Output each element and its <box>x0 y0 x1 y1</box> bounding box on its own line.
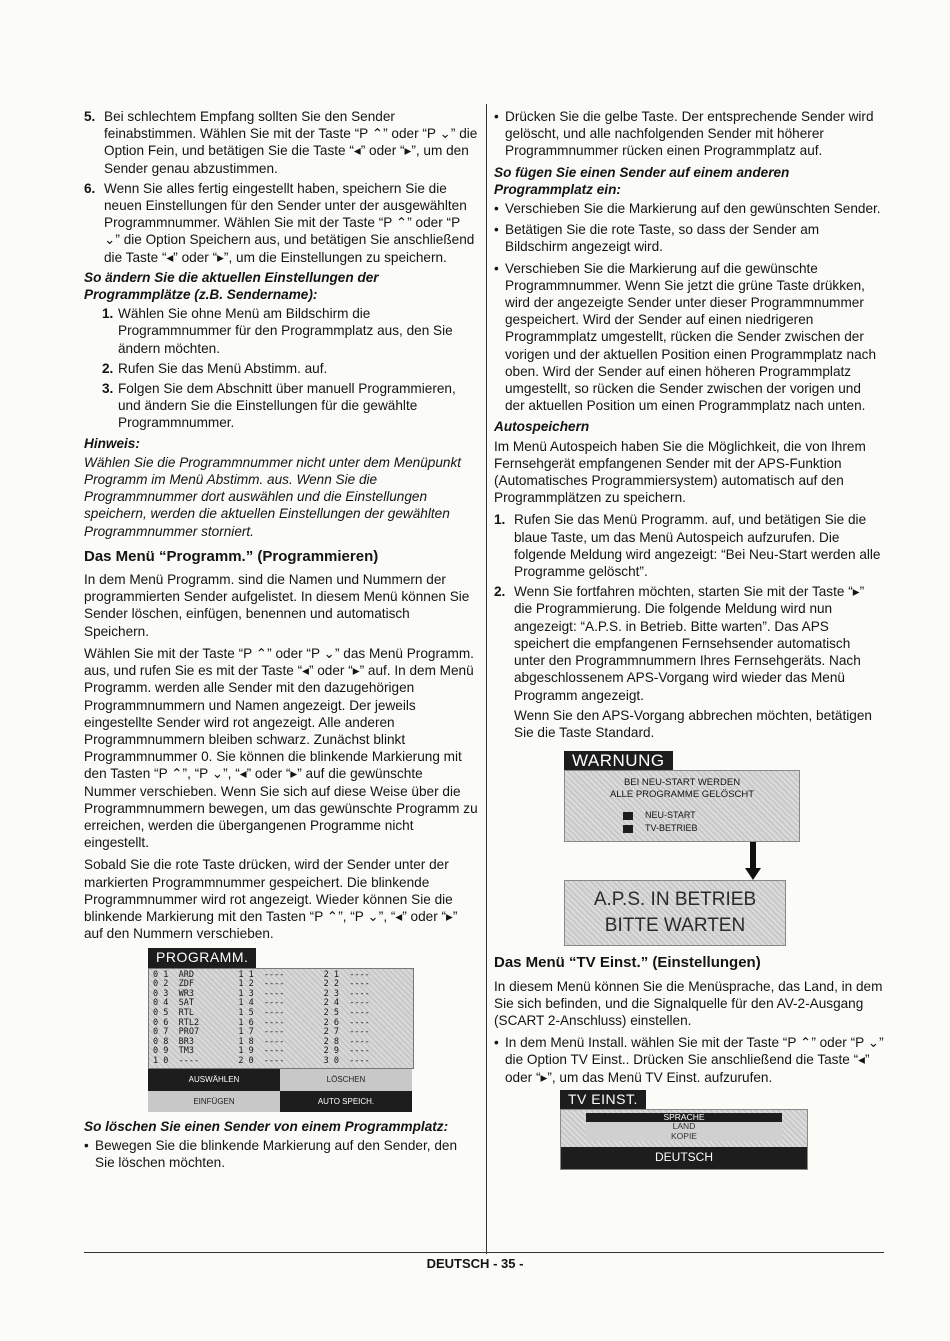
programm-menu-table <box>148 968 414 1070</box>
delete-bullet: • Bewegen Sie die blinkende Markierung auf den Sender, den Sie löschen möchten. <box>84 1138 457 1171</box>
table-cell: 1 9 ---- <box>238 1046 285 1057</box>
table-cell: 0 7 PRO7 <box>153 1027 200 1038</box>
item-5-text: Bei schlechtem Empfang sollten Sie den Sender feinabstimmen. Wählen Sie mit der Taste “P ⌃” oder “P ⌄” die Option Fein, und betätigen Sie die Taste “◂” oder “▸”, um den Sender genau abzustimmen. <box>104 109 478 176</box>
warning-options <box>623 809 791 835</box>
aps-step-1: 1. Rufen Sie das Menü Programm. auf, und betätigen Sie die blaue Taste, um das Menü Autospeich aufzurufen. Die folgende Meldung wird angezeigt: “Bei Neu-Start werden alle Programme gelöscht”. <box>494 512 881 580</box>
section-title-tv-einst: Das Menü “TV Einst.” (Einstellungen) <box>494 954 761 972</box>
item-6-text: Wenn Sie alles fertig eingestellt haben, speichern Sie die neuen Einstellungen für den Sender unter der ausgewählten Programmnummer. Wählen Sie mit der Taste “P ⌃” oder “P ⌄” die Option Speichern aus, und betätigen Sie anschließend die Taste “◂” oder “▸”, um die Einstellungen zu speichern. <box>104 180 475 265</box>
programm-menu-screenshot <box>148 948 478 1112</box>
table-cell: 0 8 BR3 <box>153 1036 194 1047</box>
autostore-button: AUTO SPEICH. <box>280 1091 412 1112</box>
warning-line-1: BEI NEU-START WERDEN <box>623 777 741 789</box>
programm-menu-footer-row-2 <box>148 1091 412 1112</box>
tv-einst-footer: DEUTSCH <box>561 1147 807 1168</box>
option-tv-betrieb: TV-BETRIEB <box>623 822 791 835</box>
warning-menu-screenshot <box>564 751 884 946</box>
warning-title: WARNUNG <box>564 751 673 770</box>
delete-button: LÖSCHEN <box>280 1069 412 1090</box>
menu-item-land: LAND <box>586 1122 782 1132</box>
menu-item-kopie: KOPIE <box>586 1132 782 1142</box>
table-cell: 1 3 ---- <box>238 988 285 999</box>
table-cell: 1 2 ---- <box>238 979 285 990</box>
table-cell: 1 5 ---- <box>238 1007 285 1018</box>
paragraph-3: Sobald Sie die rote Taste drücken, wird der Sender unter der markierten Programmnummer gespeichert. Die blinkende Programmnummer wird rot angezeigt. Wieder können Sie die blinkende Markierung mit den Tasten “P ⌃”, “P ⌄”, “◂” oder “▸” auf den Nummern verschieben. <box>84 857 458 942</box>
page-footer <box>0 1256 950 1271</box>
aps-intro: Im Menü Autospeich haben Sie die Möglichkeit, die von Ihrem Fernsehgerät empfangenen Sender mit der APS-Funktion (Automatisches Programmiersystem) automatisch auf den Programmplätzen zu speichern. <box>494 438 866 506</box>
insert-bullet-3: • Verschieben Sie die Markierung auf die gewünschte Programmnummer. Wenn Sie jetzt die grüne Taste drükken, wird der angezeigte Sender unter dieser Programmnummer gespeichert. Wird der Sender auf einen niedrigeren Programmplatz umgestellt, rücken die Sender zwischen der vorigen und der aktuellen Position einen Programmplatz nach oben. Wird der Sender auf einen höheren Programmplatz umgestellt, so rücken die Sender zwischen der vorigen und der aktuellen Position um einen Programmplatz nach unten. <box>494 260 877 414</box>
aps-status-line-2: BITTE WARTEN <box>604 915 746 937</box>
paragraph-2: Wählen Sie mit der Taste “P ⌃” oder “P ⌄” das Menü Programm. aus, und rufen Sie es mit der Taste “◂” oder “▸” auf. In dem Menü Programm. werden alle Sender mit den dazugehörigen Programmnummern und Namen angezeigt. Der jeweils eingestellte Sender wird rot angezeigt. Alle anderen Programmnummern bleiben schwarz. Zunächst blinkt Programmnummer 0. Sie können die blinkende Markierung mit den Tasten “P ⌃”, “P ⌄”, “◂” oder “▸” auf die gewünschte Nummer verschieben. Wenn Sie sich auf diese Weise über die Programmnummern bewegen, um das gewünschte Programm zu erreichen, werden die übergangenen Programme nicht eingestellt. <box>84 645 478 851</box>
aps-status-line-1: A.P.S. IN BETRIEB <box>593 889 757 911</box>
heading-delete-station: So löschen Sie einen Sender von einem Programmplatz: <box>84 1118 449 1134</box>
column-divider <box>486 104 487 1254</box>
select-button: AUSWÄHLEN <box>148 1069 280 1090</box>
section-title-programm: Das Menü “Programm.” (Programmieren) <box>84 547 379 565</box>
warning-box <box>564 770 800 842</box>
table-cell: 2 8 ---- <box>323 1036 370 1047</box>
footer-rule <box>84 1252 884 1253</box>
square-icon <box>623 825 633 833</box>
heading-change-settings: So ändern Sie die aktuellen Einstellungen der Programmplätze (z.B. Sendername): <box>84 269 379 303</box>
insert-button: EINFÜGEN <box>148 1091 280 1112</box>
table-cell: 2 4 ---- <box>323 998 370 1009</box>
tv-einst-title: TV EINST. <box>560 1090 646 1109</box>
programm-menu-footer-row-1 <box>148 1069 412 1090</box>
insert-bullet-1: • Verschieben Sie die Markierung auf den gewünschten Sender. <box>494 201 881 217</box>
list-item-6: 6. Wenn Sie alles fertig eingestellt haben, speichern Sie die neuen Einstellungen für den Sender unter der ausgewählten Programmnummer. Wählen Sie mit der Taste “P ⌃” oder “P ⌄” die Option Speichern aus, und betätigen Sie anschließend die Taste “◂” oder “▸”, um die Einstellungen zu speichern. <box>84 180 475 265</box>
change-step-1: 1. Wählen Sie ohne Menü am Bildschirm die Programmnummer für den Programmplatz aus, den Sie ändern möchten. <box>102 306 453 356</box>
right-column <box>494 108 884 1176</box>
table-cell: 1 6 ---- <box>238 1017 285 1028</box>
table-cell: 3 0 ---- <box>323 1055 370 1066</box>
table-cell: 0 1 ARD <box>153 969 194 980</box>
change-step-2: 2. Rufen Sie das Menü Abstimm. auf. <box>102 360 328 376</box>
tv-einst-box <box>560 1109 808 1170</box>
menu-item-sprache: SPRACHE <box>663 1111 705 1122</box>
table-cell: 0 2 ZDF <box>153 979 194 990</box>
table-cell: 0 4 SAT <box>153 998 194 1009</box>
warning-line-2: ALLE PROGRAMME GELÖSCHT <box>609 789 755 801</box>
page-number: - 35 - <box>493 1256 524 1271</box>
table-cell: 0 9 TM3 <box>153 1046 194 1057</box>
table-cell: 2 6 ---- <box>323 1017 370 1028</box>
footer-language: DEUTSCH <box>426 1256 490 1271</box>
table-cell: 2 2 ---- <box>323 979 370 990</box>
programm-menu-title: PROGRAMM. <box>148 948 256 967</box>
tv-einst-items <box>586 1113 782 1142</box>
tv-bullet: • In dem Menü Install. wählen Sie mit der Taste “P ⌃” oder “P ⌄” die Option TV Einst.. Drücken Sie anschließend die Taste “◂” oder “▸”, um das Menü TV Einst. aufzurufen. <box>494 1035 884 1085</box>
hint-text: Wählen Sie die Programmnummer nicht unter dem Menüpunkt Programm im Menü Abstimm. aus. Wenn Sie die Programmnummer dort auswählen und die Einstellungen speichern, werden die aktuellen Einstellungen der gewählten Programmnummer storniert. <box>84 454 462 539</box>
heading-insert-station: So fügen Sie einen Sender auf einem anderen Programmplatz ein: <box>494 164 790 197</box>
table-cell: 2 1 ---- <box>323 969 370 980</box>
table-cell: 0 3 WR3 <box>153 988 194 999</box>
table-cell: 2 5 ---- <box>323 1007 370 1018</box>
tv-einst-menu-screenshot <box>560 1090 884 1170</box>
table-cell: 1 7 ---- <box>238 1027 285 1038</box>
aps-status-box <box>564 880 786 946</box>
table-row <box>153 1057 409 1067</box>
aps-step-2: 2. Wenn Sie fortfahren möchten, starten Sie mit der Taste “▸” die Programmierung. Die folgende Meldung wird nun angezeigt: “A.P.S. in Betrieb. Bitte warten”. Das APS speichert die empfangenen Fernsehsender automatisch unter den Programmnummern Ihres Fernsehgeräts. Nach abgeschlossenem APS-Vorgang wird wieder das Menü Programm angezeigt. <box>494 584 865 703</box>
bullet-yellow-key: • Drücken Sie die gelbe Taste. Der entsprechende Sender wird gelöscht, und alle nachfolgenden Sender mit höherer Programmnummer rücken einen Programmplatz auf. <box>494 109 874 159</box>
table-cell: 2 9 ---- <box>323 1046 370 1057</box>
option-neu-start: NEU-START <box>623 809 791 822</box>
tv-paragraph: In diesem Menü können Sie die Menüsprache, das Land, in dem Sie sich befinden, und die Signalquelle für den AV-2-Ausgang (SCART 2-Anschluss) einstellen. <box>494 978 883 1028</box>
table-cell: 1 0 ---- <box>153 1055 200 1066</box>
table-cell: 1 8 ---- <box>238 1036 285 1047</box>
table-cell: 2 0 ---- <box>238 1055 285 1066</box>
table-cell: 2 7 ---- <box>323 1027 370 1038</box>
table-cell: 1 1 ---- <box>238 969 285 980</box>
change-step-3: 3. Folgen Sie dem Abschnitt über manuell Programmieren, und ändern Sie die Einstellungen für die gewählte Programmnummer. <box>102 381 456 431</box>
arrow-down-icon <box>564 842 784 880</box>
square-icon <box>623 812 633 820</box>
insert-bullet-2: • Betätigen Sie die rote Taste, so dass der Sender am Bildschirm angezeigt wird. <box>494 222 820 255</box>
aps-abort: Wenn Sie den APS-Vorgang abbrechen möchten, betätigen Sie die Taste Standard. <box>514 707 872 740</box>
heading-autospeichern: Autospeichern <box>494 419 590 435</box>
paragraph-1: In dem Menü Programm. sind die Namen und Nummern der programmierten Sender aufgelistet. In diesem Menü können Sie Sender löschen, einfügen, benennen und automatisch Speichern. <box>84 572 470 639</box>
table-cell: 0 6 RTL2 <box>153 1017 200 1028</box>
table-cell: 1 4 ---- <box>238 998 285 1009</box>
list-item-5: 5. Bei schlechtem Empfang sollten Sie den Sender feinabstimmen. Wählen Sie mit der Taste “P ⌃” oder “P ⌄” die Option Fein, und betätigen Sie die Taste “◂” oder “▸”, um den Sender genau abzustimmen. <box>84 109 478 176</box>
table-cell: 0 5 RTL <box>153 1007 194 1018</box>
left-column <box>84 108 478 1176</box>
table-cell: 2 3 ---- <box>323 988 370 999</box>
hint-label: Hinweis: <box>84 435 140 451</box>
